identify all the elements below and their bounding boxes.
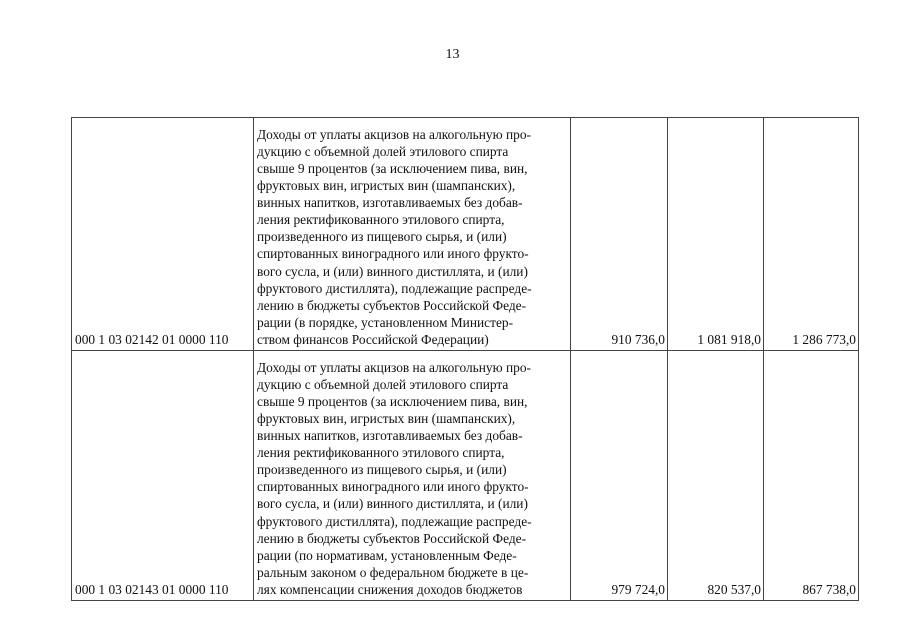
description-line: произведенного из пищевого сырья, и (или)	[257, 229, 507, 245]
table-row	[72, 118, 859, 351]
description-line: фруктовых вин, игристых вин (шампанских),	[257, 410, 516, 426]
description-line: дукцию с объемной долей этилового спирта	[257, 143, 509, 159]
budget-classification-code: 000 1 03 02142 01 0000 110	[72, 118, 254, 351]
description-line: вого сусла, и (или) винного дистиллята, и (или)	[257, 263, 528, 279]
budget-classification-code: 000 1 03 02143 01 0000 110	[72, 351, 254, 601]
description-line: лях компенсации снижения доходов бюджетов	[257, 581, 523, 597]
description-line: фруктового дистиллята), подлежащие распреде-	[257, 513, 532, 529]
description-line: спиртованных виноградного или иного фрукто-	[257, 479, 529, 495]
description-line: винных напитков, изготавливаемых без добав-	[257, 195, 523, 211]
description-line: произведенного из пищевого сырья, и (или)	[257, 462, 507, 478]
description-line: Доходы от уплаты акцизов на алкогольную про-	[257, 126, 531, 142]
description-line: лению в бюджеты субъектов Российской Феде-	[257, 297, 527, 313]
description-line: ления ректификованного этилового спирта,	[257, 212, 505, 228]
amount-year-2: 820 537,0	[668, 351, 764, 601]
amount-year-1: 979 724,0	[571, 351, 668, 601]
description-line: спиртованных виноградного или иного фрукто-	[257, 246, 529, 262]
table-row	[72, 351, 859, 601]
description-line: рации (по нормативам, установленным Феде-	[257, 547, 517, 563]
description-line: ральным законом о федеральном бюджете в це-	[257, 564, 529, 580]
description-line: рации (в порядке, установленном Министер-	[257, 314, 514, 330]
description-line: свыше 9 процентов (за исключением пива, вин,	[257, 393, 528, 409]
page-number: 13	[445, 47, 460, 62]
amount-year-2: 1 081 918,0	[668, 118, 764, 351]
description-line: ления ректификованного этилового спирта,	[257, 445, 505, 461]
revenue-description	[254, 118, 571, 351]
description-line: свыше 9 процентов (за исключением пива, вин,	[257, 160, 528, 176]
description-line: винных напитков, изготавливаемых без добав-	[257, 428, 523, 444]
description-line: фруктового дистиллята), подлежащие распреде-	[257, 280, 532, 296]
revenue-description	[254, 351, 571, 601]
description-line: ством финансов Российской Федерации)	[257, 331, 489, 347]
description-line: дукцию с объемной долей этилового спирта	[257, 376, 509, 392]
description-line: лению в бюджеты субъектов Российской Феде-	[257, 530, 527, 546]
amount-year-3: 1 286 773,0	[764, 118, 859, 351]
description-line: фруктовых вин, игристых вин (шампанских),	[257, 178, 516, 194]
description-line: вого сусла, и (или) винного дистиллята, и (или)	[257, 496, 528, 512]
budget-revenue-table	[71, 117, 859, 601]
amount-year-3: 867 738,0	[764, 351, 859, 601]
amount-year-1: 910 736,0	[571, 118, 668, 351]
description-line: Доходы от уплаты акцизов на алкогольную про-	[257, 359, 531, 375]
